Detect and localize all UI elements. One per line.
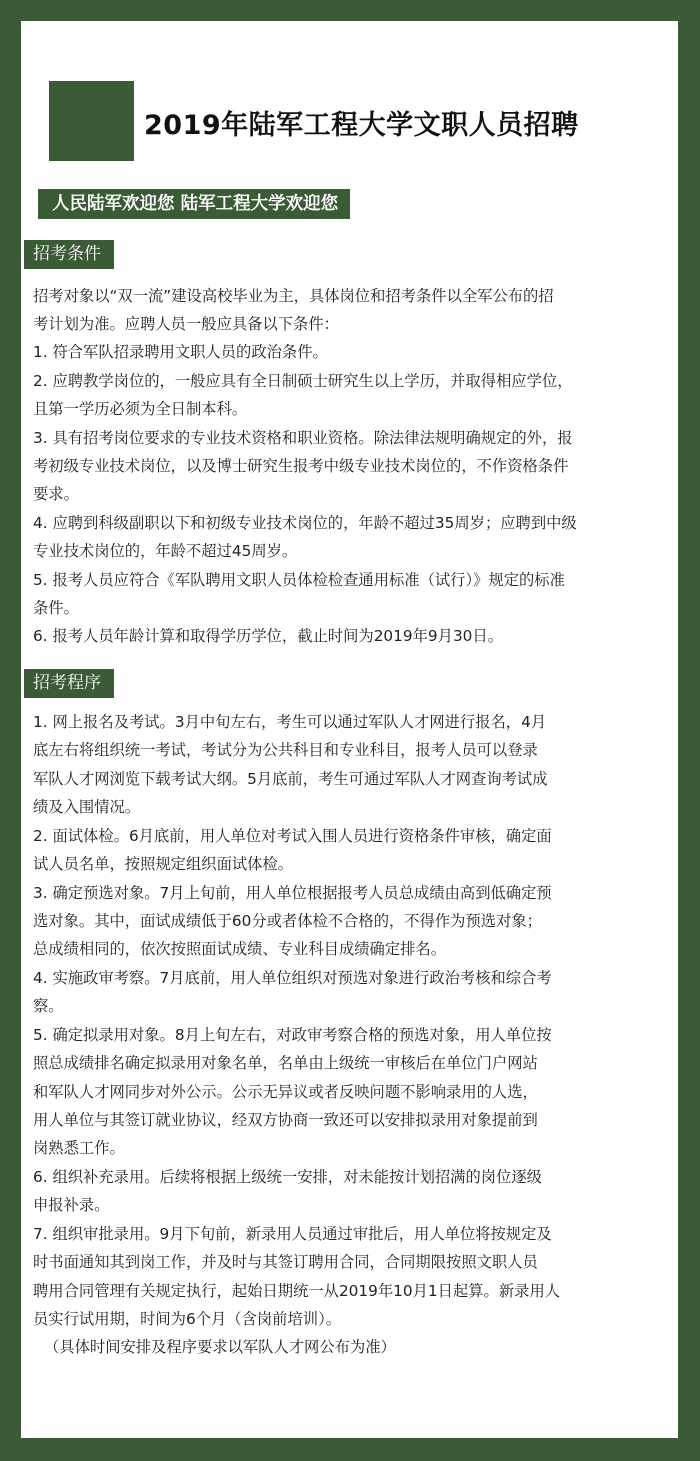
procedure-line: 底左右将组织统一考试，考试分为公共科目和专业科目，报考人员可以登录 [33, 741, 538, 759]
welcome-banner: 人民陆军欢迎您 陆军工程大学欢迎您 [38, 189, 350, 219]
conditions-line: 3. 具有招考岗位要求的专业技术资格和职业资格。除法律法规明确规定的外，报 [33, 429, 573, 447]
conditions-line: 要求。 [33, 485, 79, 503]
procedure-line: 6. 组织补充录用。后续将根据上级统一安排，对未能按计划招满的岗位逐级 [33, 1168, 542, 1186]
conditions-line: 且第一学历必须为全日制本科。 [33, 400, 248, 418]
conditions-line: 1. 符合军队招录聘用文职人员的政治条件。 [33, 343, 328, 361]
conditions-line: 2. 应聘教学岗位的，一般应具有全日制硕士研究生以上学历，并取得相应学位， [33, 372, 573, 390]
procedure-line: 申报补录。 [33, 1196, 110, 1214]
procedure-line: 用人单位与其签订就业协议，经双方协商一致还可以安排拟录用对象提前到 [33, 1111, 538, 1129]
procedure-line: 绩及入围情况。 [33, 798, 141, 816]
procedure-line: 聘用合同管理有关规定执行，起始日期统一从2019年10月1日起算。新录用人 [33, 1282, 561, 1300]
procedure-line: 岗熟悉工作。 [33, 1139, 125, 1157]
conditions-line: 招考对象以“双一流”建设高校毕业为主，具体岗位和招考条件以全军公布的招 [33, 287, 554, 305]
procedure-note: （具体时间安排及程序要求以军队人才网公布为准） [44, 1338, 396, 1356]
conditions-line: 专业技术岗位的，年龄不超过45周岁。 [33, 542, 298, 560]
procedure-line: 军队人才网浏览下载考试大纲。5月底前，考生可通过军队人才网查询考试成 [33, 770, 548, 788]
procedure-line: 和军队人才网同步对外公示。公示无异议或者反映问题不影响录用的人选， [33, 1083, 538, 1101]
conditions-line: 条件。 [33, 599, 79, 617]
section-label-conditions: 招考条件 [24, 240, 114, 269]
procedure-line: 时书面通知其到岗工作，并及时与其签订聘用合同，合同期限按照文职人员 [33, 1253, 538, 1271]
procedure-line: 察。 [33, 997, 64, 1015]
procedure-line: 7. 组织审批录用。9月下旬前，新录用人员通过审批后，用人单位将按规定及 [33, 1225, 552, 1243]
procedure-line: 员实行试用期，时间为6个月（含岗前培训）。 [33, 1310, 342, 1328]
page-title: 2019年陆军工程大学文职人员招聘 [144, 110, 579, 141]
section-label-procedure: 招考程序 [24, 669, 114, 698]
procedure-line: 2. 面试体检。6月底前，用人单位对考试入围人员进行资格条件审核，确定面 [33, 827, 552, 845]
conditions-line: 5. 报考人员应符合《军队聘用文职人员体检检查通用标准（试行）》规定的标准 [33, 571, 565, 589]
procedure-line: 选对象。其中，面试成绩低于60分或者体检不合格的，不得作为预选对象； [33, 912, 542, 930]
title-accent-block [49, 81, 134, 161]
conditions-line: 4. 应聘到科级副职以下和初级专业技术岗位的，年龄不超过35周岁；应聘到中级 [33, 514, 577, 532]
procedure-line: 照总成绩排名确定拟录用对象名单，名单由上级统一审核后在单位门户网站 [33, 1054, 538, 1072]
procedure-line: 总成绩相同的，依次按照面试成绩、专业科目成绩确定排名。 [33, 940, 447, 958]
conditions-line: 考计划为准。应聘人员一般应具备以下条件： [33, 315, 339, 333]
procedure-line: 3. 确定预选对象。7月上旬前，用人单位根据报考人员总成绩由高到低确定预 [33, 884, 552, 902]
procedure-line: 1. 网上报名及考试。3月中旬左右，考生可以通过军队人才网进行报名，4月 [33, 713, 547, 731]
conditions-line: 6. 报考人员年龄计算和取得学历学位，截止时间为2019年9月30日。 [33, 627, 504, 645]
procedure-line: 5. 确定拟录用对象。8月上旬左右，对政审考察合格的预选对象，用人单位按 [33, 1026, 552, 1044]
procedure-line: 试人员名单，按照规定组织面试体检。 [33, 855, 294, 873]
procedure-line: 4. 实施政审考察。7月底前，用人单位组织对预选对象进行政治考核和综合考 [33, 969, 552, 987]
conditions-line: 考初级专业技术岗位，以及博士研究生报考中级专业技术岗位的，不作资格条件 [33, 457, 569, 475]
